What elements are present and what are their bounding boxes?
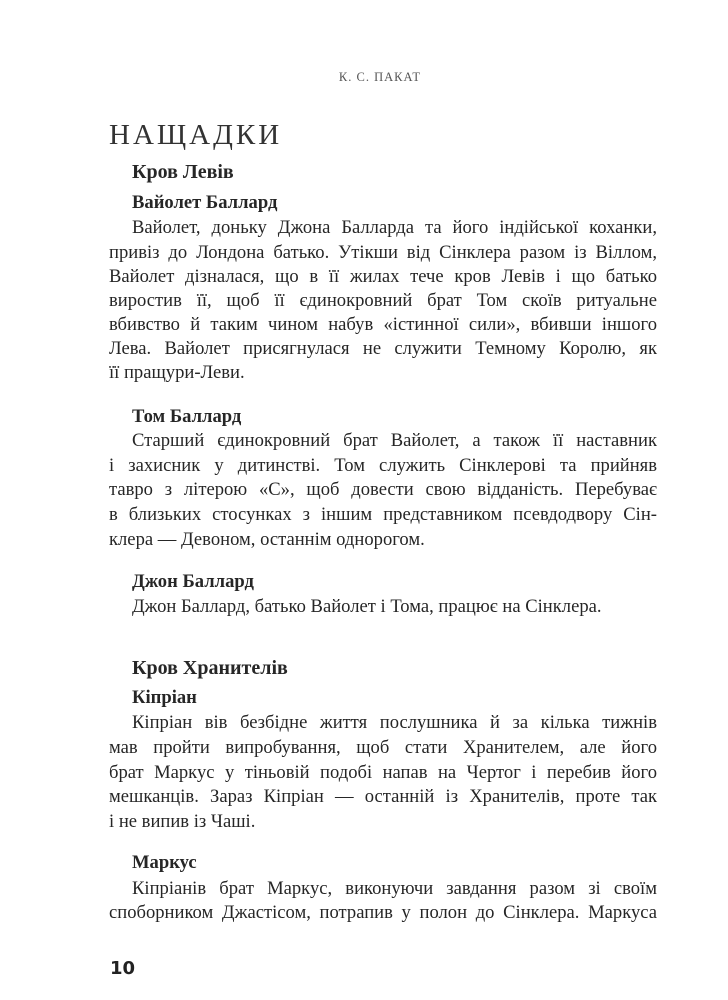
paragraph-line: мав пройти випробування, щоб стати Хранителем, але його [109,737,657,758]
paragraph-line: Джон Баллард, батько Вайолет і Тома, працює на Сінклера. [132,596,602,617]
section-heading: Кров Левів [132,161,234,183]
paragraph-line: Лева. Вайолет присягнулася не служити Темному Королю, як [109,338,657,359]
paragraph-line: вбивство й таким чином набув «істинної сили», вбивши іншого [109,314,657,335]
chapter-title: НАЩАДКИ [109,119,283,152]
paragraph-line: мешканців. Зараз Кіпріан — останній із Хранителів, проте так [109,786,657,807]
paragraph-line: в близьких стосунках з іншим представником псевдодвору Сін- [109,504,657,525]
paragraph-line: споборником Джастісом, потрапив у полон до Сінклера. Маркуса [109,902,657,923]
character-name: Кіпріан [132,687,197,708]
character-name: Джон Баллард [132,571,254,592]
paragraph-line: і захисник у дитинстві. Том служить Сінклерові та прийняв [109,455,657,476]
paragraph-line: Старший єдинокровний брат Вайолет, а також її наставник [132,430,657,451]
paragraph-line: привіз до Лондона батько. Утікши від Сінклера разом із Віллом, [109,242,657,263]
paragraph-line: тавро з літерою «С», щоб довести свою відданість. Перебуває [109,479,657,500]
paragraph-line: її пращури-Леви. [109,362,245,383]
paragraph-line: брат Маркус у тіньовій подобі напав на Чертог і перебив його [109,762,657,783]
page-number: 10 [110,958,136,979]
character-name: Вайолет Баллард [132,192,278,213]
character-name: Маркус [132,852,197,873]
running-header: К. С. ПАКАТ [338,70,422,84]
paragraph-line: Кіпріанів брат Маркус, виконуючи завдання разом зі своїм [132,878,657,899]
paragraph-line: клера — Девоном, останнім однорогом. [109,529,425,550]
paragraph-line: і не випив із Чаші. [109,811,256,832]
paragraph-line: Вайолет дізналася, що в її жилах тече кров Левів і що батько [109,266,657,287]
paragraph-line: Кіпріан вів безбідне життя послушника й за кілька тижнів [132,712,657,733]
character-name: Том Баллард [132,406,242,427]
section-heading: Кров Хранителів [132,657,288,679]
paragraph-line: виростив її, щоб її єдинокровний брат Том скоїв ритуальне [109,290,657,311]
paragraph-line: Вайолет, доньку Джона Балларда та його індійської коханки, [132,217,657,238]
